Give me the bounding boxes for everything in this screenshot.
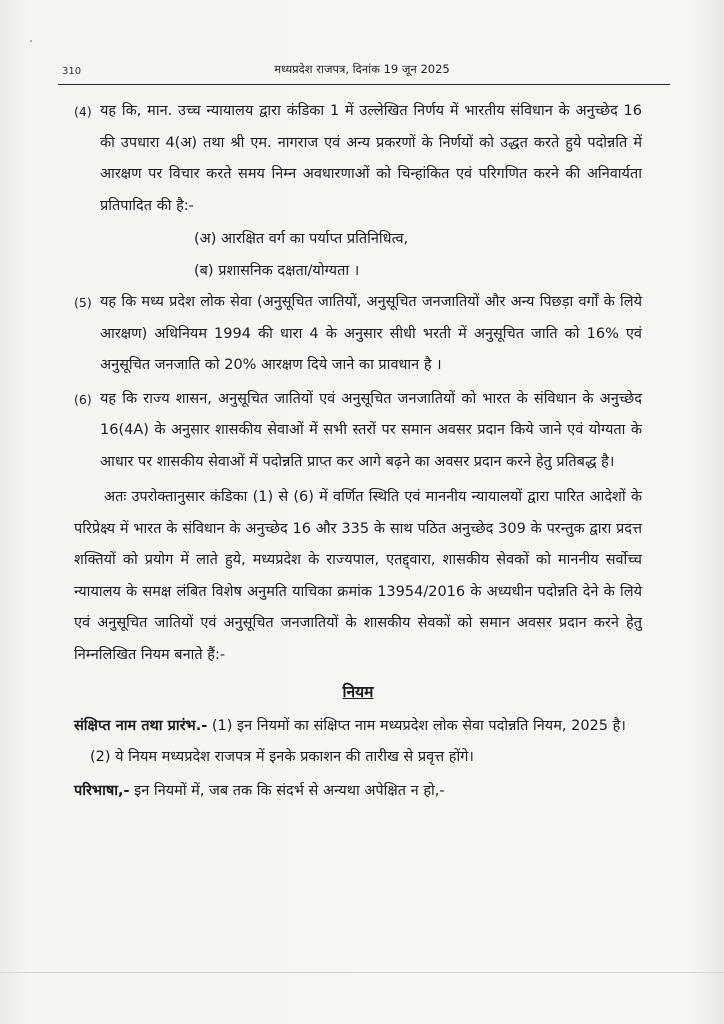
definition-text: इन नियमों में, जब तक कि संदर्भ से अन्यथा अपेक्षित न हो,-	[134, 782, 445, 799]
short-title-text: (1) इन नियमों का संक्षिप्त नाम मध्यप्रदेश लोक सेवा पदोन्नति नियम, 2025 है।	[211, 717, 626, 734]
clause-text: यह कि, मान. उच्च न्यायालय द्वारा कंडिका 1 में उल्लेखित निर्णय में भारतीय संविधान के अनुच्छेद 16 की उपधारा 4(अ) तथा श्री एम. नागराज एवं अन्य प्रकरणों के निर्णयों को उद्धत करते हुये पदोन्नति में आरक्षण पर विचार करते समय निम्न अवधारणाओं को चिन्हांकित एवं परिगणित करने की अनिवार्यता प्रतिपादित की है:-	[100, 103, 642, 214]
running-head: मध्यप्रदेश राजपत्र, दिनांक 19 जून 2025	[274, 62, 450, 76]
clause-text: यह कि राज्य शासन, अनुसूचित जातियों एवं अनुसूचित जनजातियों को भारत के संविधान के अनुच्छेद 16(4A) के अनुसार शासकीय सेवाओं में सभी स्तरों पर समान अवसर प्रदान किये जाने एवं योग्यता के आधार पर शासकीय सेवाओं में पदोन्नति प्राप्त कर आगे बढ़ने का अवसर प्रदान करने हेतु प्रतिबद्ध है।	[100, 390, 642, 470]
clause-6	[74, 384, 642, 479]
clause-4-item-b: (ब) प्रशासनिक दक्षता/योग्यता ।	[194, 262, 360, 279]
scan-edge-line	[0, 972, 724, 973]
header-rule	[58, 84, 670, 85]
page-number: 310	[62, 66, 82, 77]
definition-heading: परिभाषा,-	[74, 782, 130, 799]
rules-title: नियम	[342, 683, 374, 701]
clause-4	[74, 96, 642, 222]
clause-number: (5)	[74, 295, 92, 310]
clause-4-item-a: (अ) आरक्षित वर्ग का पर्याप्त प्रतिनिधित्व,	[194, 231, 409, 247]
clause-text: यह कि मध्य प्रदेश लोक सेवा (अनुसूचित जातियों, अनुसूचित जनजातियों और अन्य पिछड़ा वर्गों के लिये आरक्षण) अधिनियम 1994 की धारा 4 के अनुसार सीधी भरती में अनुसूचित जाति को 16% एवं अनुसूचित जनजाति को 20% आरक्षण दिये जाने का प्रावधान है ।	[100, 294, 642, 373]
commencement-rule: (2) ये नियम मध्यप्रदेश राजपत्र में इनके प्रकाशन की तारीख से प्रवृत्त होंगे।	[90, 749, 474, 765]
preamble-paragraph: अतः उपरोक्तानुसार कंडिका (1) से (6) में वर्णित स्थिति एवं माननीय न्यायालयों द्वारा पारित आदेशों के परिप्रेक्ष्य में भारत के संविधान के अनुच्छेद 16 और 335 के साथ पठित अनुच्छेद 309 के परन्तुक द्वारा प्रदत्त शक्तियों को प्रयोग में लाते हुये, मध्यप्रदेश के राज्यपाल, एतद्द्वारा, शासकीय सेवकों को माननीय सर्वोच्च न्यायालय के समक्ष लंबित विशेष अनुमति याचिका क्रमांक 13954/2016 के अध्यधीन पदोन्नति देने के लिये एवं अनुसूचित जातियों एवं अनुसूचित जनजातियों के शासकीय सेवकों को समान अवसर प्रदान करने हेतु निम्नलिखित नियम बनाते हैं:-	[74, 489, 642, 663]
clause-5	[74, 287, 642, 382]
definition-rule	[74, 776, 642, 808]
scan-speck	[30, 40, 32, 42]
document-body	[74, 96, 642, 807]
page-header	[56, 60, 668, 82]
clause-number: (4)	[74, 104, 92, 119]
short-title-heading: संक्षिप्त नाम तथा प्रारंभ.-	[74, 717, 208, 734]
clause-number: (6)	[74, 391, 92, 407]
short-title-rule	[74, 711, 642, 743]
